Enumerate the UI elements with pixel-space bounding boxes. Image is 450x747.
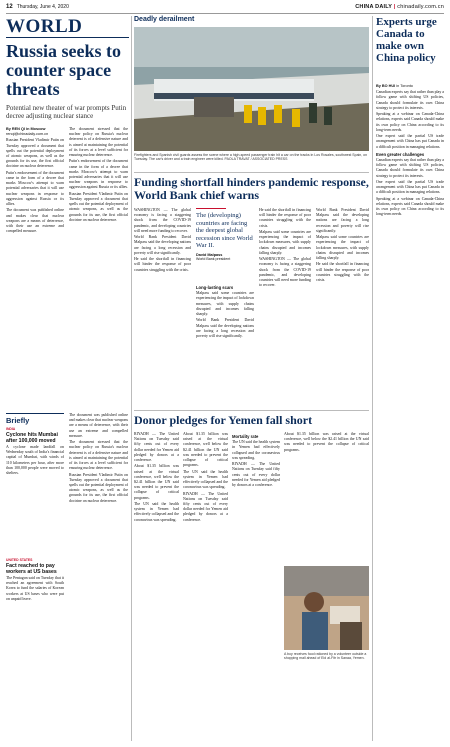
brief-item [6,558,64,686]
paragraph: World Bank President David Malpass said the developing nations are facing a long recession and poverty will rise significantly. [316,208,369,233]
russia-col-2 [69,127,128,407]
brief-item [6,427,64,555]
brief-text: The Pentagon said on Tuesday that it reached an agreement with South Korea to fund the salaries of Korean workers at US bases who were put on unpaid leave. [6,576,64,601]
experts-subhead: Even greater challenges [376,151,425,157]
paragraph: Speaking at a webinar on Canada-China relations, experts said Canada should make its own policy on China according to its long-term needs. [376,112,444,132]
quote-rule [196,208,226,209]
experts-byline [376,84,444,89]
section-rule [6,37,129,38]
brief-text: A cyclone made landfall on Wednesday south of India's financial capital of Mumbai, with winds of 110 kilometers per hour, after more than 100,000 people were moved to shelters. [6,445,64,476]
brief-headline: Cyclone hits Mumbai after 100,000 moved [6,432,58,444]
paragraph: He said the shortfall in financing will hinder the response of poor countries struggling with the crisis. [316,262,369,283]
brief-place: UNITED STATES [6,558,33,562]
funding-col-1 [134,208,191,406]
byline-name: By REN QI in Moscow [6,127,46,131]
header-rule [6,13,444,14]
yemen-caption: A boy receives food rationed by a volunteer outside a shopping mall ahead of Eid al-Fitr in Sanaa, Yemen. [284,652,367,661]
paragraph: WASHINGTON — The global economy is facing a staggering shock from the COVID-19 pandemic, and developing countries will need more funding to recover. [134,208,191,233]
quote-text: The (developing) countries are facing the deepest global recession since World War II. [196,212,253,250]
byline-name: By BO HUI [376,84,396,88]
brand-name: CHINA DAILY [355,4,393,10]
derailment-photo [134,27,369,151]
russia-col-3 [69,413,128,738]
paragraph: One expert said the partial US trade arrangement with China has put Canada in a difficult position in managing relations. [376,180,444,195]
paragraph: Malpass said some countries are experiencing the impact of lockdown measures, with supply chains disrupted and incomes falling sharply. [259,230,311,255]
paragraph: Malpass said some countries are experiencing the impact of lockdown measures, with supply chains disrupted and incomes falling sharply. [316,235,369,261]
pull-quote [196,208,254,261]
byline-email: renqi@chinadaily.com.cn [6,132,49,137]
column-divider [131,16,132,741]
paragraph: Putin's endorsement of the document came in the form of a decree that marks Moscow's attempt to warn potential adversaries that it will use nuclear weapons in response to aggression against Russia or its allies. [6,170,64,207]
yemen-photo [284,566,369,650]
donor-col-3 [232,432,280,738]
russia-col-1 [6,127,64,407]
experts-col [376,84,444,738]
page-header [6,2,444,12]
quote-attribution: David Malpass [196,252,223,257]
paragraph: The UN said the health system in Yemen had effectively collapsed and the coronavirus was spreading. [134,502,179,522]
yemen-image [284,566,369,650]
funding-col-4 [316,208,369,406]
donor-col-4 [284,432,369,562]
paragraph: Canadian experts say that rather than play a follow game with shifting US policies, Canada should formulate its own China strategy to protect its interests. [376,158,444,178]
briefly-column [6,413,64,689]
section-title: WORLD [6,16,83,37]
paragraph: The document was published online and makes clear that nuclear weapons are a means of deterrence, with their use an extreme and compelled measure. [69,413,128,438]
column-divider [372,16,373,741]
donor-col-1 [134,432,179,738]
paragraph: RIYADH — The United Nations on Tuesday said fifty cents out of every dollar needed for Yemen aid pledged by donors at a conference. [232,462,280,488]
issue-date: Thursday, June 4, 2020 [16,4,69,10]
russia-deck: Potential new theater of war prompts Putin decree adjusting nuclear stance [6,104,127,120]
paragraph: The UN said the health system in Yemen had effectively collapsed and the coronavirus was spreading. [183,469,228,490]
donor-col-2 [183,432,228,738]
donor-subhead: Mortality rate [232,434,259,439]
paragraph: Russian President Vladimir Putin on Tuesday approved a document that spells out the potential deployment of atomic weapons, as well as the grounds for its use, the first official doctrine on nuclear deterrence. [69,191,128,222]
brand-url: chinadaily.com.cn [397,4,444,10]
paragraph: Putin's endorsement of the document came in the form of a decree that marks Moscow's attempt to warn potential adversaries that it will use nuclear weapons in response to aggression against Russia or its allies. [69,159,128,190]
paragraph: He said the shortfall in financing will hinder the response of poor countries struggling with the crisis. [259,208,311,228]
paragraph: The document stressed that the nuclear policy on Russia's nuclear deterrent is of a defensive nature and is aimed at maintaining the potential of its forces at a level sufficient for ensuring nuclear deterrence. [69,440,128,471]
paragraph: The document stressed that the nuclear policy on Russia's nuclear deterrent is of a defensive nature and is aimed at maintaining the potential of its forces at a level sufficient for ensuring nuclear deterrence. [69,127,128,158]
paragraph: About $1.35 billion was raised at the virtual conference, well below the $2.41 billion the UN said was needed to prevent the collapse of critical programs. [284,432,369,452]
experts-headline: Experts urge Canada to make own China policy [376,16,437,64]
paragraph: He said the shortfall in financing will hinder the response of poor countries struggling with the crisis. [134,257,191,272]
paragraph: Russian President Vladimir Putin on Tuesday approved a document that spells out the potential deployment of atomic weapons, as well as the grounds for its use, the first official doctrine on nuclear deterrence. [6,138,64,169]
derailment-caption [134,153,369,162]
paragraph: Canadian experts say that rather than play a follow game with shifting US policies, Canada should formulate its own China strategy to protect its interests. [376,90,444,110]
briefly-title: Briefly [6,413,64,425]
brief-place: INDIA [6,427,16,431]
paragraph: Malpass said some countries are experiencing the impact of lockdown measures, with supply chains disrupted and incomes falling sharply. [196,291,254,317]
derailment-image [134,27,369,151]
paragraph: RIYADH — The United Nations on Tuesday said fifty cents out of every dollar needed for Yemen aid pledged by donors at a conference. [134,432,179,463]
page-number: 12 [6,4,13,10]
deadly-label: Deadly derailment [134,16,195,23]
paragraph: World Bank President David Malpass said the developing nations are facing a long recession and poverty will rise significantly. [134,235,191,255]
donor-headline: Donor pledges for Yemen fall short [134,413,313,427]
paragraph: About $1.35 billion was raised at the virtual conference, well below the $2.41 billion the UN said was needed to prevent the collapse of critical programs. [183,432,228,468]
paragraph: The document was published online and makes clear that nuclear weapons are a means of deterrence, with their use an extreme and compelled measure. [6,208,64,234]
brief-headline: Fact reached to pay workers at US bases [6,563,57,575]
paragraph: About $1.35 billion was raised at the virtual conference, well below the $2.41 billion the UN said was needed to prevent the collapse of critical programs. [134,464,179,500]
story-divider [134,410,369,411]
paragraph: Speaking at a webinar on Canada-China relations, experts said Canada should make its own policy on China according to its long-term needs. [376,196,444,217]
funding-col-2 [196,283,254,406]
russia-headline: Russia seeks to counter space threats [6,41,122,99]
paragraph: RIYADH — The United Nations on Tuesday said fifty cents out of every dollar needed for Yemen aid pledged by donors at a conference. [183,491,228,522]
caption-text: Firefighters and Spanish civil guards assess the scene where a high-speed passenger train hit a car on the tracks in Los Rosales, southwest Spain, on Tuesday. The car's driver and a train engineer were killed. [134,153,368,162]
russia-byline [6,127,64,137]
paragraph: One expert said the partial US trade arrangement with China has put Canada in a difficult position in managing relations. [376,134,444,149]
paragraph: The UN said the health system in Yemen had effectively collapsed and the coronavirus was spreading. [232,440,280,460]
photo-credit: PAOLA TRAVAT / ASSOCIATED PRESS [224,157,288,162]
funding-col-3 [259,208,311,406]
publication-brand: CHINA DAILY | chinadaily.com.cn [355,4,444,10]
paragraph: World Bank President David Malpass said the developing nations are facing a long recession and poverty will rise significantly. [196,318,254,339]
quote-role: World Bank president [196,256,231,261]
paragraph: Russian President Vladimir Putin on Tuesday approved a document that spells out the potential deployment of atomic weapons, as well as the grounds for its use, the first official doctrine on nuclear deterrence. [69,472,128,503]
paragraph: WASHINGTON — The global economy is facing a staggering shock from the COVID-19 pandemic, and developing countries will need more funding to recover. [259,257,311,288]
story-divider [134,172,369,173]
byline-email: in Toronto [396,84,413,88]
funding-headline: Funding shortfall hinders pandemic response, World Bank chief warns [134,175,369,202]
funding-subhead: Long-lasting scars [196,285,234,290]
